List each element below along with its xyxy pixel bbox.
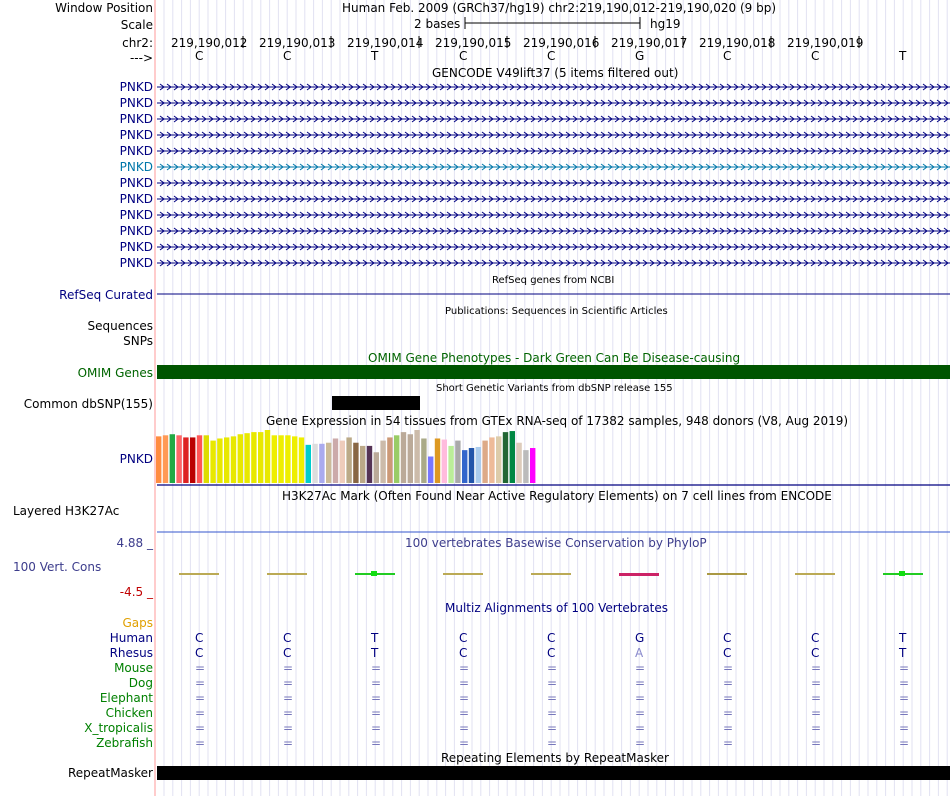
dbsnp-track-label[interactable]: Common dbSNP(155) — [23, 397, 153, 411]
alignment-base: = — [635, 661, 646, 675]
repeatmasker-track-title: Repeating Elements by RepeatMasker — [441, 751, 669, 765]
alignment-base: = — [547, 691, 558, 705]
gtex-tissue-bar — [482, 441, 487, 483]
gtex-tissue-bar — [360, 446, 365, 483]
alignment-base: C — [195, 631, 204, 645]
gtex-tissue-bar — [176, 435, 181, 483]
gtex-tissue-bar — [530, 448, 535, 483]
publications-sequences-label[interactable]: Sequences — [87, 319, 153, 333]
gtex-tissue-bar — [306, 445, 311, 483]
alignment-base: = — [899, 691, 910, 705]
gtex-tissue-bar — [435, 438, 440, 483]
gene-label[interactable]: PNKD — [119, 224, 153, 238]
gtex-tissue-bar — [367, 446, 372, 483]
alignment-base: C — [723, 631, 732, 645]
ruler-base: C — [811, 49, 820, 63]
alignment-base: C — [811, 631, 820, 645]
gtex-tissue-bar — [292, 436, 297, 483]
window-position-label: Window Position — [55, 1, 153, 15]
alignment-base: = — [195, 721, 206, 735]
alignment-base: = — [371, 676, 382, 690]
phylop-mark — [619, 573, 659, 576]
alignment-base: G — [635, 631, 645, 645]
phylop-mark — [443, 573, 483, 575]
alignment-base: = — [371, 706, 382, 720]
alignment-base: = — [899, 736, 910, 750]
species-label[interactable]: Mouse — [114, 661, 153, 675]
gtex-tissue-bar — [353, 443, 358, 483]
alignment-base: = — [635, 706, 646, 720]
gtex-tissue-bar — [156, 436, 161, 483]
alignment-base: C — [283, 631, 292, 645]
ruler-position: 219,190,012 — [171, 36, 248, 50]
alignment-base: = — [723, 691, 734, 705]
gtex-tissue-bar — [469, 448, 474, 483]
gtex-tissue-bar — [244, 433, 249, 483]
alignment-base: C — [723, 646, 732, 660]
alignment-base: T — [371, 646, 379, 660]
ruler-position: 219,190,015 — [435, 36, 512, 50]
ruler-base: C — [195, 49, 204, 63]
phylop-mark — [371, 571, 377, 576]
omim-track-title: OMIM Gene Phenotypes - Dark Green Can Be Disease-causing — [368, 351, 741, 365]
scale-value: 2 bases — [414, 17, 461, 31]
gtex-tissue-bar — [251, 432, 256, 483]
gtex-tissue-bar — [421, 438, 426, 483]
gene-label[interactable]: PNKD — [119, 256, 153, 270]
ruler-position: 219,190,014 — [347, 36, 424, 50]
gtex-tissue-bar — [231, 436, 236, 483]
gtex-tissue-bar — [374, 452, 379, 483]
gtex-tissue-bar — [380, 441, 385, 483]
gtex-tissue-bar — [217, 438, 222, 483]
dbsnp-variant-bar — [332, 396, 420, 410]
alignment-base: C — [547, 646, 556, 660]
gtex-tissue-bar — [163, 435, 168, 483]
ruler-position: 219,190,013 — [259, 36, 336, 50]
gtex-tissue-bar — [510, 431, 515, 483]
ruler-base: T — [371, 49, 379, 63]
phylop-mark — [899, 571, 905, 576]
gtex-tissue-bar — [340, 441, 345, 483]
gtex-tissue-bar — [204, 435, 209, 483]
scale-label: Scale — [120, 18, 153, 32]
alignment-base: = — [899, 721, 910, 735]
ruler-base: T — [899, 49, 907, 63]
omim-track-label[interactable]: OMIM Genes — [77, 366, 153, 380]
species-label[interactable]: X_tropicalis — [84, 721, 153, 735]
gene-label[interactable]: PNKD — [119, 96, 153, 110]
phylop-track-title: 100 vertebrates Basewise Conservation by PhyloP — [405, 536, 707, 550]
gtex-tissue-bar — [346, 437, 351, 483]
alignment-base: = — [459, 721, 470, 735]
alignment-base: = — [283, 691, 294, 705]
window-position-value: Human Feb. 2009 (GRCh37/hg19) chr2:219,190,012-219,190,020 (9 bp) — [342, 1, 777, 15]
gtex-tissue-bar — [442, 440, 447, 483]
gene-label[interactable]: PNKD — [119, 144, 153, 158]
gene-label[interactable]: PNKD — [119, 112, 153, 126]
gtex-tissue-bar — [496, 436, 501, 483]
gtex-tissue-bar — [278, 435, 283, 483]
alignment-base: = — [195, 706, 206, 720]
alignment-base: = — [371, 721, 382, 735]
gtex-tissue-bar — [326, 443, 331, 483]
ruler-base: C — [547, 49, 556, 63]
alignment-base: A — [635, 646, 644, 660]
alignment-base: = — [899, 706, 910, 720]
alignment-base: C — [283, 646, 292, 660]
gtex-tissue-bar — [462, 450, 467, 483]
alignment-base: = — [283, 661, 294, 675]
alignment-base: = — [723, 721, 734, 735]
ruler-position: 219,190,019 — [787, 36, 864, 50]
phylop-track-label[interactable]: 100 Vert. Cons — [13, 560, 102, 574]
alignment-base: = — [371, 691, 382, 705]
gene-label[interactable]: PNKD — [119, 240, 153, 254]
gtex-tissue-bar — [224, 437, 229, 483]
ruler-base: C — [283, 49, 292, 63]
gtex-tissue-bar — [238, 434, 243, 483]
alignment-base: = — [899, 676, 910, 690]
phylop-mark — [179, 573, 219, 575]
refseq-track-label[interactable]: RefSeq Curated — [59, 288, 153, 302]
gtex-tissue-bar — [285, 435, 290, 483]
species-label[interactable]: Rhesus — [109, 646, 153, 660]
gtex-tissue-bar — [312, 444, 317, 483]
gtex-tissue-bar — [258, 432, 263, 483]
gtex-tissue-bar — [401, 432, 406, 483]
alignment-base: C — [459, 646, 468, 660]
strand-label: ---> — [129, 51, 153, 65]
gtex-tissue-bar — [428, 457, 433, 484]
alignment-base: = — [459, 676, 470, 690]
gtex-tissue-bar — [414, 430, 419, 483]
alignment-base: = — [811, 661, 822, 675]
alignment-base: = — [547, 661, 558, 675]
phylop-mark — [707, 573, 747, 575]
alignment-base: C — [195, 646, 204, 660]
gtex-tissue-bar — [489, 437, 494, 483]
species-label[interactable]: Human — [109, 631, 153, 645]
gene-label[interactable]: PNKD — [119, 128, 153, 142]
scale-assembly: hg19 — [650, 17, 681, 31]
omim-gene-bar — [157, 365, 950, 379]
alignment-base: = — [547, 736, 558, 750]
ruler-position: 219,190,018 — [699, 36, 776, 50]
species-label[interactable]: Zebrafish — [96, 736, 153, 750]
gtex-tissue-bar — [210, 441, 215, 483]
gtex-tissue-bar — [455, 441, 460, 483]
gtex-tissue-bar — [197, 435, 202, 483]
alignment-base: = — [459, 706, 470, 720]
species-label[interactable]: Dog — [128, 676, 153, 690]
gtex-tissue-bar — [516, 443, 521, 483]
repeatmasker-bar — [157, 766, 950, 780]
alignment-base: = — [723, 661, 734, 675]
alignment-base: = — [635, 691, 646, 705]
phylop-max-label: 4.88 _ — [116, 536, 153, 550]
h3k27ac-track-title: H3K27Ac Mark (Often Found Near Active Regulatory Elements) on 7 cell lines from ENCODE — [282, 489, 832, 503]
gtex-tissue-bar — [190, 437, 195, 483]
gencode-gene-lines — [157, 84, 950, 266]
alignment-base: T — [371, 631, 379, 645]
gtex-track-label[interactable]: PNKD — [119, 452, 153, 466]
phylop-min-label: -4.5 _ — [119, 585, 153, 599]
gtex-tissue-bar — [387, 437, 392, 483]
alignment-base: = — [723, 736, 734, 750]
gtex-tissue-bar — [183, 437, 188, 483]
alignment-base: = — [811, 676, 822, 690]
alignment-base: = — [547, 676, 558, 690]
alignment-base: = — [195, 691, 206, 705]
gene-label[interactable]: PNKD — [119, 192, 153, 206]
gtex-tissue-bar — [170, 434, 175, 483]
alignment-base: C — [459, 631, 468, 645]
alignment-base: = — [459, 691, 470, 705]
alignment-base: = — [635, 736, 646, 750]
alignment-base: = — [899, 661, 910, 675]
gtex-tissue-bar — [333, 438, 338, 483]
gene-label[interactable]: PNKD — [119, 80, 153, 94]
gtex-tissue-bar — [319, 444, 324, 483]
gtex-tissue-bar — [448, 446, 453, 483]
alignment-base: = — [283, 736, 294, 750]
gene-label[interactable]: PNKD — [119, 176, 153, 190]
dbsnp-track-title: Short Genetic Variants from dbSNP release 155 — [436, 383, 673, 394]
alignment-base: C — [811, 646, 820, 660]
multiz-gaps-label: Gaps — [122, 616, 153, 630]
alignment-base: = — [547, 706, 558, 720]
gtex-tissue-bar — [408, 434, 413, 483]
phylop-mark — [795, 573, 835, 575]
alignment-base: = — [811, 706, 822, 720]
alignment-base: = — [371, 661, 382, 675]
gtex-tissue-bar — [523, 450, 528, 483]
chrom-label: chr2: — [122, 36, 153, 50]
gtex-tissue-bar — [394, 435, 399, 483]
alignment-base: = — [811, 691, 822, 705]
gene-label[interactable]: PNKD — [119, 208, 153, 222]
gtex-tissue-bar — [272, 435, 277, 483]
alignment-base: = — [283, 721, 294, 735]
alignment-base: = — [283, 706, 294, 720]
gtex-track-title: Gene Expression in 54 tissues from GTEx RNA-seq of 17382 samples, 948 donors (V8, Aug 2019) — [266, 414, 849, 428]
alignment-base: = — [635, 721, 646, 735]
gene-label[interactable]: PNKD — [119, 160, 153, 174]
phylop-mark — [267, 573, 307, 575]
alignment-base: = — [635, 676, 646, 690]
alignment-base: = — [459, 661, 470, 675]
alignment-base: = — [811, 736, 822, 750]
gtex-tissue-bar — [503, 432, 508, 483]
repeatmasker-track-label[interactable]: RepeatMasker — [67, 766, 153, 780]
refseq-track-title: RefSeq genes from NCBI — [492, 275, 615, 286]
h3k27ac-track-label[interactable]: Layered H3K27Ac — [13, 504, 120, 518]
gencode-track-title: GENCODE V49lift37 (5 items filtered out) — [432, 66, 679, 80]
publications-track-title: Publications: Sequences in Scientific Articles — [445, 306, 668, 317]
alignment-base: = — [371, 736, 382, 750]
ruler-base: C — [723, 49, 732, 63]
alignment-base: C — [547, 631, 556, 645]
alignment-base: = — [723, 706, 734, 720]
species-label[interactable]: Elephant — [99, 691, 153, 705]
alignment-base: = — [811, 721, 822, 735]
alignment-base: = — [547, 721, 558, 735]
alignment-base: = — [723, 676, 734, 690]
alignment-base: = — [459, 736, 470, 750]
alignment-base: T — [899, 631, 907, 645]
publications-snps-label[interactable]: SNPs — [123, 334, 153, 348]
alignment-base: = — [195, 661, 206, 675]
ruler-base: G — [635, 49, 645, 63]
multiz-track-title: Multiz Alignments of 100 Vertebrates — [445, 601, 669, 615]
gtex-tissue-bar — [476, 447, 481, 483]
gtex-tissue-bar — [265, 430, 270, 483]
alignment-base: = — [283, 676, 294, 690]
gtex-bar-chart — [156, 430, 535, 483]
ruler-position: 219,190,017 — [611, 36, 688, 50]
ruler-position: 219,190,016 — [523, 36, 600, 50]
alignment-base: T — [899, 646, 907, 660]
species-label[interactable]: Chicken — [105, 706, 153, 720]
gtex-tissue-bar — [299, 437, 304, 483]
ruler-base: C — [459, 49, 468, 63]
phylop-mark — [531, 573, 571, 575]
alignment-base: = — [195, 736, 206, 750]
alignment-base: = — [195, 676, 206, 690]
